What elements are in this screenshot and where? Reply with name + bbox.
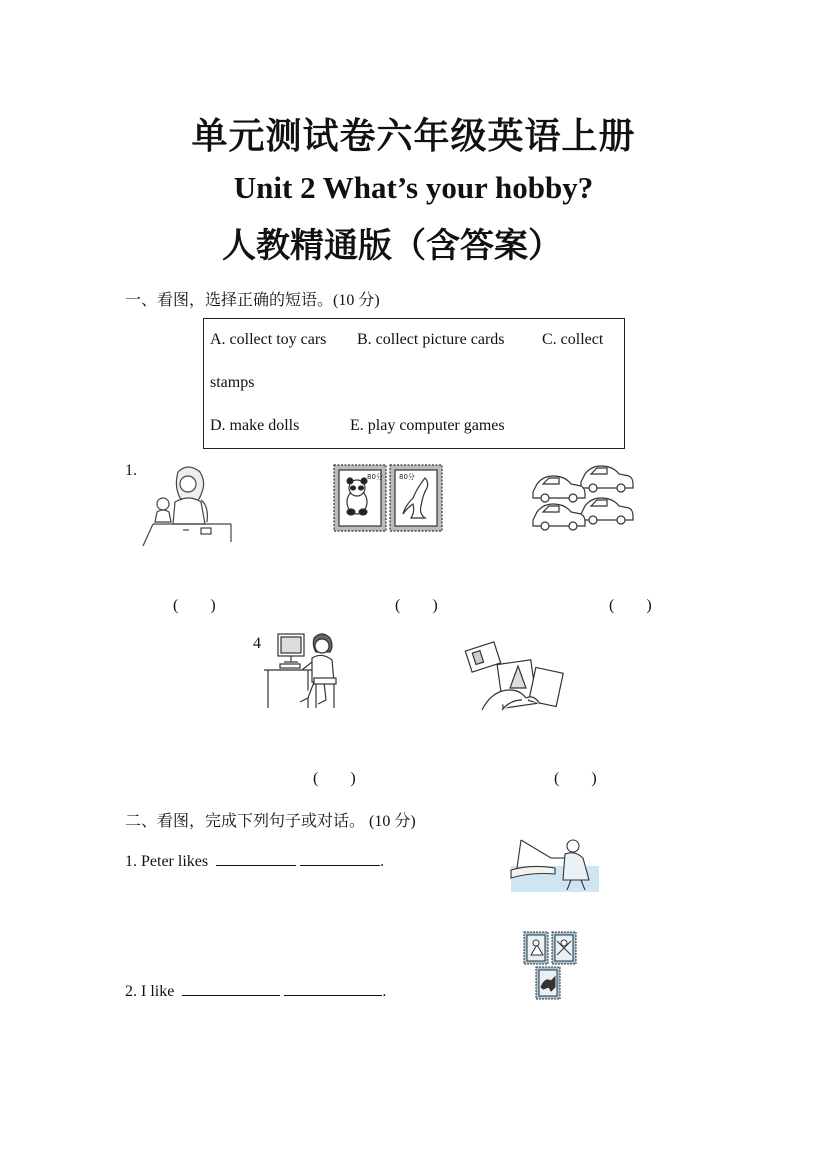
- option-b: B. collect picture cards: [357, 331, 505, 348]
- answer-paren-5[interactable]: ( ): [554, 770, 597, 787]
- option-a: A. collect toy cars: [210, 331, 327, 348]
- blank-1a[interactable]: [216, 851, 296, 866]
- toy-cars-illustration: [531, 462, 635, 530]
- answer-paren-1[interactable]: ( ): [173, 597, 216, 614]
- section1-heading: 一、看图，选择正确的短语。(10 分): [125, 292, 380, 309]
- option-e: E. play computer games: [350, 417, 505, 434]
- blank-1b[interactable]: [300, 851, 380, 866]
- unit-title: Unit 2 What’s your hobby?: [233, 170, 594, 205]
- answer-paren-2[interactable]: ( ): [395, 597, 438, 614]
- picture-cards-illustration: [462, 636, 564, 714]
- sentence-2: [125, 981, 386, 1001]
- question-number-1: 1.: [125, 462, 137, 479]
- girl-making-dolls-illustration: [143, 464, 231, 548]
- stamp-label-2: 80分: [399, 473, 415, 481]
- stamp-label-1: 80分: [367, 473, 383, 481]
- blank-2a[interactable]: [182, 981, 280, 996]
- stamps-illustration: [333, 464, 443, 532]
- section2-heading: 二、看图，完成下列句子或对话。 (10 分): [125, 813, 416, 830]
- period-2: .: [382, 983, 387, 1000]
- sentence-1: [125, 851, 384, 871]
- sentence-2-text: 2. I like: [125, 983, 175, 1000]
- fishing-illustration: [511, 836, 599, 892]
- option-c-part2: stamps: [210, 374, 255, 391]
- answer-paren-3[interactable]: ( ): [609, 597, 652, 614]
- answer-paren-4[interactable]: ( ): [313, 770, 356, 787]
- sentence-1-text: 1. Peter likes: [125, 853, 209, 870]
- blank-2b[interactable]: [284, 981, 382, 996]
- option-d: D. make dolls: [210, 417, 300, 434]
- boy-computer-illustration: [264, 630, 340, 712]
- question-number-4: 4: [253, 635, 261, 652]
- option-c-part1: C. collect: [542, 331, 604, 348]
- edition-subtitle: 人教精通版（含答案）: [222, 226, 562, 266]
- period-1: .: [380, 853, 385, 870]
- small-stamps-illustration: [523, 931, 579, 1001]
- page-title: 单元测试卷六年级英语上册: [191, 116, 636, 157]
